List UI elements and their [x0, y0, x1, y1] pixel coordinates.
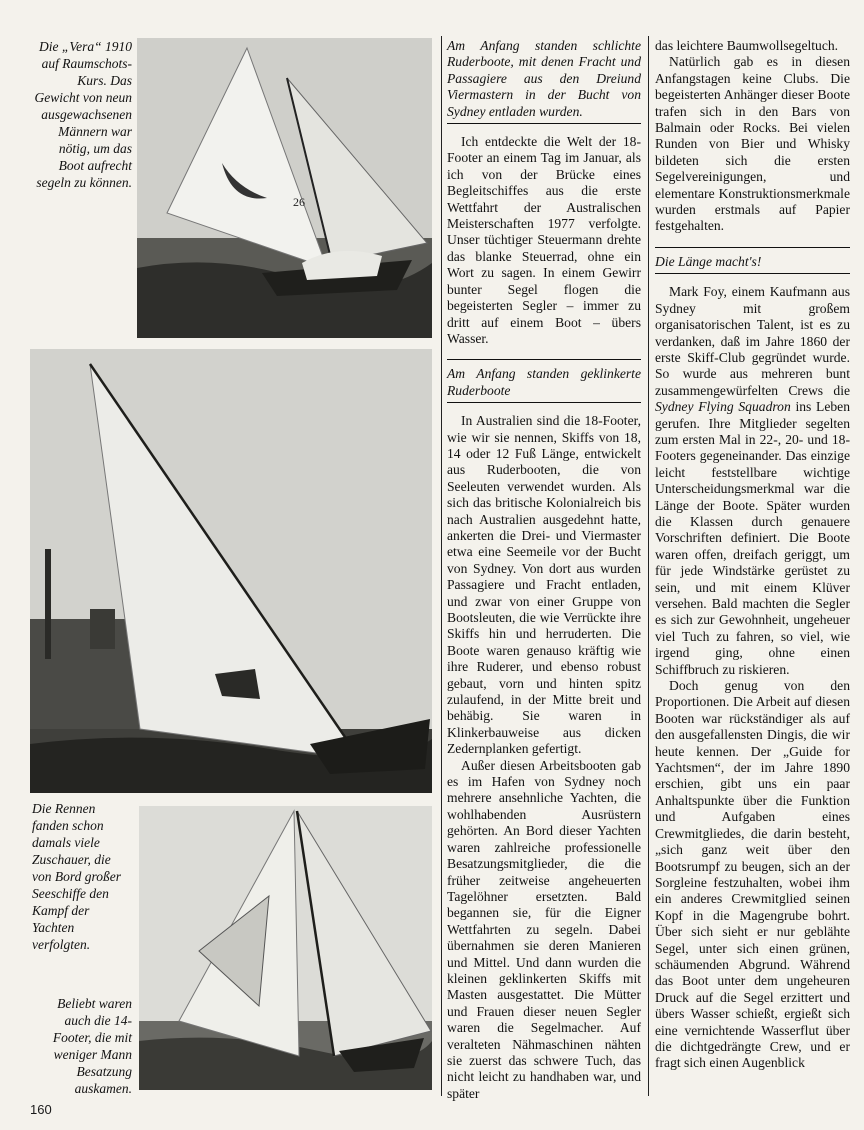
- page-number: 160: [30, 1102, 52, 1117]
- caption-vera: Die „Vera“ 1910 auf Raumschots-Kurs. Das Gewicht von neun ausgewachsenen Männern war nötig, um das Boot aufrecht segeln zu können.: [34, 39, 132, 190]
- text-column-1: [447, 38, 641, 1102]
- paragraph: Mark Foy, einem Kaufmann aus Sydney mit großem organisatorischen Talent, ist es zu verdanken, daß im Jahre 1860 der erste Skiff-Club gegründet wurde. So wurde aus mehreren bunt zusammengewürfelten Crews die Sydney Flying Squadron ins Leben gerufen. Ihre Mitglieder segelten zum ersten Mal in 22-, 20- und 18-Footers gegeneinander. Das einzige leicht feststellbare wichtige Unterscheidungsmerkmal war die Länge der Boote. Später wurden die Klassen durch genauere Vorschriften definiert. Die Boote waren offen, dreifach geriggt, um für jede Windstärke gerüstet zu sein, und mit einem Klüver versehen. Bald machten die Segler es sich zur Gewohnheit, ungeheuer viel Tuch zu fahren, so viel, wie irgend ging, ohne einen Schiffbruch zu riskieren.: [655, 284, 850, 677]
- paragraph: Außer diesen Arbeitsbooten gab es im Hafen von Sydney noch mehrere ansehnliche Yachten, die wohlhabenden Ausrüstern gehörten. An Bord dieser Yachten waren zahlreiche professionelle Besatzungsmitglieder, die die früher zeitweise angeheuerten Tagelöhner ersetzten. Bald begannen sie, für die Eigner Wettfahrten zu segeln. Dabei übernahmen sie deren Manieren und Mittel. Und dann wurden die kleinen geklinkerten Skiffs mit Masten ausgestattet. Die Mütter und Frauen dieser neuen Segler waren die Segelmacher. Auf veralteten Nähmaschinen nähten sie zuerst das schwere Tuch, das nicht leicht zu handhaben war, und später: [447, 757, 641, 1101]
- caption-rennen: Die Rennen fanden schon damals viele Zuschauer, die von Bord großer Seeschiffe den Kampf der Yachten verfolgten.: [32, 801, 121, 952]
- caption-14-footer: Beliebt waren auch die 14-Footer, die mit weniger Mann Besatzung auskamen.: [52, 996, 132, 1096]
- column-rule-left: [441, 36, 442, 1096]
- sydney-flying-squadron: Sydney Flying Squadron: [655, 399, 791, 415]
- article-deck: Am Anfang standen schlichte Ruderboote, mit denen Fracht und Passagiere aus den Dreiund Viermastern in der Bucht von Sydney entladen wurden.: [447, 38, 641, 124]
- paragraph: Ich entdeckte die Welt der 18-Footer an einem Tag im Januar, als ich von der Brücke eines Begleitschiffes aus die erste Wettfahrt der Australischen Meisterschaften 1977 verfolgte. Unser tüchtiger Steuermann drehte das blanke Steuerrad, ohne ein Wort zu sagen. In einem Gewirr bunter Segel flogen die begeisterten Segler – immer zu dritt auf einem Boot – übers Wasser.: [447, 134, 641, 346]
- photo-14-footer-skiff: [139, 806, 432, 1090]
- paragraph: In Australien sind die 18-Footer, wie wir sie nennen, Skiffs von 18, 14 oder 12 Fuß Länge, entwickelt aus Ruderbooten, die von Seeleuten verwendet wurden. Als sich das britische Kolonialreich bis nach Australien ausgedehnt hatte, ankerten die Drei- und Viermaster etwa eine Seemeile vor der Bucht von Sydney. Von dort aus wurden Passagiere und Fracht entladen, und zwar von einer Gruppe von Bootsleuten, die wie Verrückte ihre Skiffs hin und herruderten. Die Boote waren genauso kräftig wie ihre Ruderer, und ebenso robust gebaut, vorn und hinten spitz zulaufend, in der Mitte breit und behäbig. Sie waren in Klinkerbauweise aus dicken Zedernplanken gefertigt.: [447, 413, 641, 757]
- photo-vera-yacht: [137, 38, 432, 338]
- photo-skiff-with-steamer: [30, 349, 432, 793]
- subheading-laenge: Die Länge macht's!: [655, 247, 850, 274]
- column-rule-right: [648, 36, 649, 1096]
- sail-number: 26: [293, 195, 305, 209]
- paragraph: das leichtere Baumwollsegeltuch.: [655, 38, 839, 53]
- paragraph: Natürlich gab es in diesen Anfangstagen keine Clubs. Die begeisterten Anhänger dieser Boote trafen sich in den Bars von Balmain oder Rocks. Bei vielen Runden von Bier und Whisky bildeten sich die ersten Segelvereinigungen, und elementare Konstruktionsmerkmale wurden erstmals auf Papier festgehalten.: [655, 54, 850, 234]
- subheading-ruderboote: Am Anfang standen geklinkerte Ruderboote: [447, 359, 641, 403]
- paragraph: Doch genug von den Proportionen. Die Arbeit auf diesen Booten war rückständiger als auf den ausgefallensten Dingis, die wir heute kennen. Der „Guide for Yachtsmen“, der im Jahre 1890 erschien, gibt uns ein paar Anhaltspunkte über die Funktion und Aufgaben eines Crewmitgliedes, die darin besteht, „sich ganz weit über den Bootsrumpf zu beugen, sich an der Sorgleine festzuhalten, wobei ihm ein anderes Crewmitglied seinen Kopf in die Magengrube bohrt. Über sich sieht er nur geblähte Segel, unter sich einen grünen, schäumenden Abgrund. Während das Boot unter dem ungeheuren Druck auf die Segel erzittert und übers Wasser schießt, ergießt sich eine vernichtende Wasserflut über die dichtgedrängte Crew, und er fragt sich einen Augenblick: [655, 678, 850, 1071]
- text-column-2: [655, 38, 850, 1072]
